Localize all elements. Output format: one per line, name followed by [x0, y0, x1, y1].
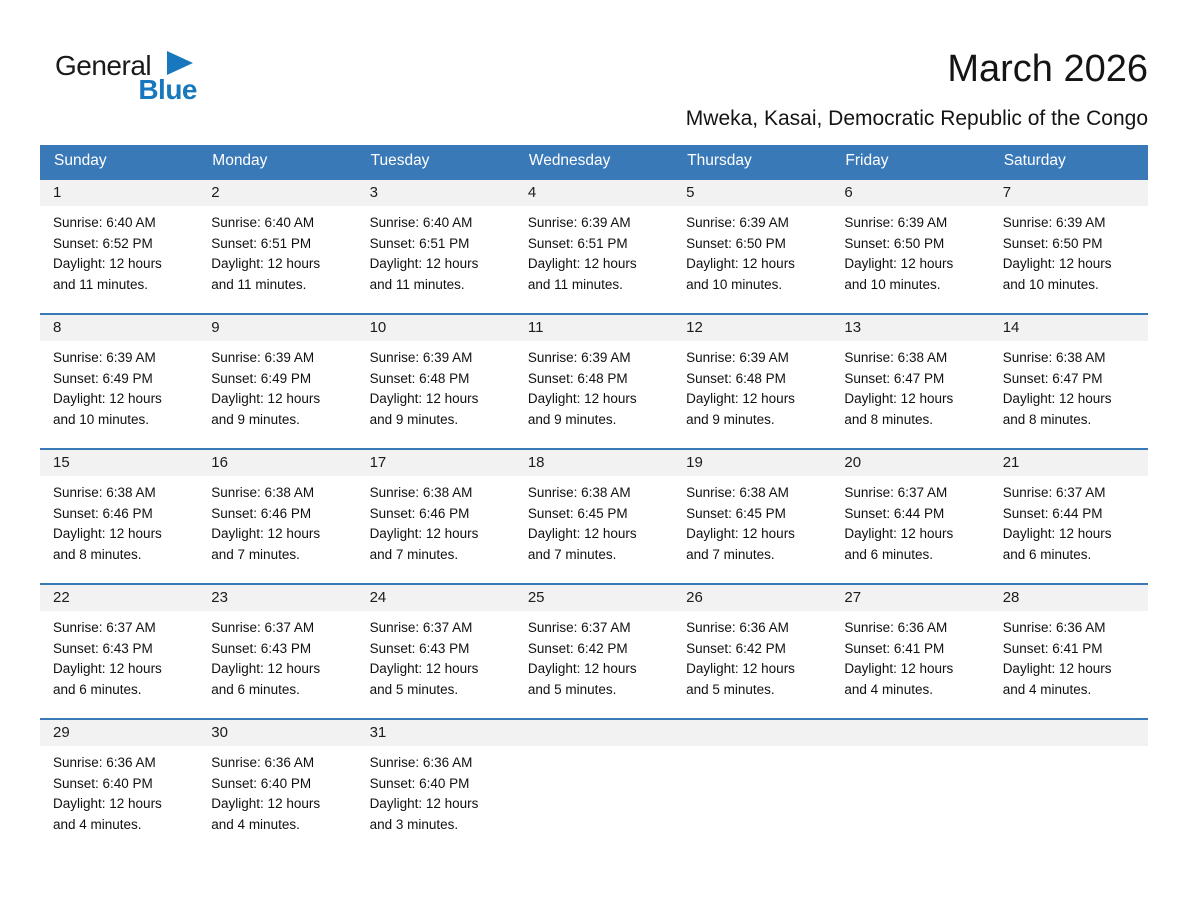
sunrise-text: Sunrise: 6:38 AM	[1002, 350, 1106, 365]
daylight-text: and 8 minutes.	[844, 411, 933, 427]
title-block	[686, 30, 1148, 131]
location-subtitle: Mweka, Kasai, Democratic Republic of the Congo	[685, 107, 1148, 130]
sunset-text: Sunset: 6:46 PM	[211, 505, 312, 521]
sunset-text: Sunset: 6:50 PM	[1002, 235, 1103, 251]
sunset-text: Sunset: 6:51 PM	[369, 235, 470, 251]
day-cell	[40, 315, 198, 448]
week-row	[40, 178, 1148, 313]
sunset-text: Sunset: 6:49 PM	[53, 370, 153, 386]
day-cell	[515, 180, 673, 313]
weekday-label-tuesday: Tuesday	[370, 152, 430, 169]
sunset-text: Sunset: 6:42 PM	[686, 640, 786, 656]
week-row	[40, 448, 1148, 583]
day-number: 28	[990, 585, 1148, 611]
daylight-text: and 5 minutes.	[527, 681, 617, 697]
day-details	[673, 341, 831, 448]
sunset-text: Sunset: 6:48 PM	[527, 370, 628, 386]
day-cell	[673, 450, 831, 583]
sunrise-text: Sunrise: 6:40 AM	[369, 215, 473, 230]
daylight-text: Daylight: 12 hours	[527, 661, 637, 676]
sunrise-text: Sunrise: 6:37 AM	[211, 620, 315, 635]
daylight-text: Daylight: 12 hours	[369, 661, 479, 676]
weekday-label-thursday: Thursday	[687, 152, 752, 169]
day-details	[357, 746, 515, 853]
logo-text-general: General	[55, 50, 152, 81]
daylight-text: Daylight: 12 hours	[211, 661, 321, 676]
sunset-text: Sunset: 6:50 PM	[686, 235, 786, 251]
day-cell	[357, 180, 515, 313]
sunrise-text: Sunrise: 6:37 AM	[53, 620, 156, 635]
day-number: 11	[515, 315, 673, 341]
day-cell	[515, 315, 673, 448]
daylight-text: and 8 minutes.	[1002, 411, 1092, 427]
day-cell	[198, 585, 356, 718]
day-details	[198, 341, 356, 448]
daylight-text: and 9 minutes.	[527, 411, 617, 427]
daylight-text: and 11 minutes.	[527, 276, 623, 292]
daylight-text: Daylight: 12 hours	[211, 526, 321, 541]
day-cell	[40, 180, 198, 313]
daylight-text: Daylight: 12 hours	[844, 526, 954, 541]
day-cell	[357, 585, 515, 718]
sunrise-text: Sunrise: 6:36 AM	[844, 620, 948, 635]
daylight-text: and 5 minutes.	[686, 681, 775, 697]
daylight-text: Daylight: 12 hours	[1002, 661, 1112, 676]
daylight-text: and 6 minutes.	[211, 681, 300, 697]
month-title: March 2026	[947, 48, 1148, 90]
day-number: 31	[357, 720, 515, 746]
day-details	[990, 476, 1148, 583]
daylight-text: Daylight: 12 hours	[53, 661, 162, 676]
weekday-label-wednesday: Wednesday	[528, 152, 611, 169]
day-details	[990, 206, 1148, 313]
day-cell	[357, 720, 515, 853]
daylight-text: Daylight: 12 hours	[53, 526, 162, 541]
general-blue-logo	[55, 52, 225, 104]
week-row	[40, 583, 1148, 718]
daylight-text: Daylight: 12 hours	[211, 256, 321, 271]
daylight-text: and 7 minutes.	[211, 546, 300, 562]
day-number: 26	[673, 585, 831, 611]
daylight-text: and 4 minutes.	[844, 681, 933, 697]
daylight-text: Daylight: 12 hours	[844, 256, 954, 271]
daylight-text: Daylight: 12 hours	[527, 256, 637, 271]
daylight-text: and 4 minutes.	[1002, 681, 1092, 697]
sunset-text: Sunset: 6:45 PM	[527, 505, 628, 521]
daylight-text: and 4 minutes.	[211, 816, 300, 832]
day-cell	[831, 585, 989, 718]
day-details	[198, 611, 356, 718]
daylight-text: and 11 minutes.	[53, 276, 149, 292]
day-details	[515, 341, 673, 448]
sunrise-text: Sunrise: 6:37 AM	[527, 620, 631, 635]
daylight-text: Daylight: 12 hours	[369, 526, 479, 541]
flag-icon	[167, 51, 193, 75]
weekday-label-saturday: Saturday	[1003, 152, 1066, 169]
day-number: 12	[673, 315, 831, 341]
sunrise-text: Sunrise: 6:40 AM	[211, 215, 315, 230]
week-row	[40, 718, 1148, 853]
sunset-text: Sunset: 6:45 PM	[686, 505, 786, 521]
daylight-text: and 9 minutes.	[369, 411, 459, 427]
day-details	[990, 341, 1148, 448]
daylight-text: and 10 minutes.	[1002, 276, 1099, 292]
daylight-text: Daylight: 12 hours	[844, 391, 954, 406]
day-number: 1	[40, 180, 198, 206]
day-number: 2	[198, 180, 356, 206]
sunset-text: Sunset: 6:51 PM	[211, 235, 312, 251]
daylight-text: and 7 minutes.	[369, 546, 459, 562]
sunrise-text: Sunrise: 6:39 AM	[53, 350, 156, 365]
daylight-text: Daylight: 12 hours	[211, 796, 321, 811]
daylight-text: and 6 minutes.	[844, 546, 933, 562]
day-details	[40, 476, 198, 583]
day-number: 29	[40, 720, 198, 746]
day-number	[990, 720, 1148, 746]
day-details	[990, 611, 1148, 718]
sunrise-text: Sunrise: 6:38 AM	[686, 485, 789, 500]
sunrise-text: Sunrise: 6:39 AM	[527, 215, 631, 230]
sunrise-text: Sunrise: 6:39 AM	[369, 350, 473, 365]
day-cell	[40, 720, 198, 853]
sunrise-text: Sunrise: 6:36 AM	[686, 620, 789, 635]
daylight-text: and 9 minutes.	[211, 411, 300, 427]
day-details	[990, 746, 1148, 843]
sunset-text: Sunset: 6:48 PM	[369, 370, 470, 386]
daylight-text: Daylight: 12 hours	[211, 391, 321, 406]
day-number: 10	[357, 315, 515, 341]
day-details	[673, 206, 831, 313]
sunrise-text: Sunrise: 6:36 AM	[211, 755, 315, 770]
day-number: 8	[40, 315, 198, 341]
day-cell	[357, 315, 515, 448]
daylight-text: and 4 minutes.	[53, 816, 142, 832]
day-cell	[673, 180, 831, 313]
day-details	[515, 611, 673, 718]
day-details	[40, 746, 198, 853]
day-number: 5	[673, 180, 831, 206]
day-number: 30	[198, 720, 356, 746]
sunrise-text: Sunrise: 6:36 AM	[53, 755, 156, 770]
sunset-text: Sunset: 6:46 PM	[53, 505, 153, 521]
sunset-text: Sunset: 6:47 PM	[844, 370, 945, 386]
sunset-text: Sunset: 6:44 PM	[1002, 505, 1103, 521]
day-cell	[673, 585, 831, 718]
daylight-text: Daylight: 12 hours	[844, 661, 954, 676]
daylight-text: Daylight: 12 hours	[369, 256, 479, 271]
day-number: 22	[40, 585, 198, 611]
sunrise-text: Sunrise: 6:39 AM	[686, 215, 789, 230]
day-number: 17	[357, 450, 515, 476]
day-number: 6	[831, 180, 989, 206]
day-details	[831, 341, 989, 448]
day-details	[40, 611, 198, 718]
daylight-text: Daylight: 12 hours	[527, 391, 637, 406]
daylight-text: and 11 minutes.	[369, 276, 465, 292]
day-cell	[990, 315, 1148, 448]
sunrise-text: Sunrise: 6:38 AM	[369, 485, 473, 500]
day-number: 7	[990, 180, 1148, 206]
day-cell	[673, 315, 831, 448]
daylight-text: and 7 minutes.	[686, 546, 775, 562]
day-details	[831, 476, 989, 583]
day-cell	[40, 585, 198, 718]
day-details	[198, 206, 356, 313]
day-cell-empty	[990, 720, 1148, 853]
daylight-text: and 7 minutes.	[527, 546, 617, 562]
day-number	[515, 720, 673, 746]
calendar-body	[40, 178, 1148, 853]
day-number: 24	[357, 585, 515, 611]
day-number	[673, 720, 831, 746]
daylight-text: Daylight: 12 hours	[1002, 256, 1112, 271]
sunrise-text: Sunrise: 6:37 AM	[844, 485, 948, 500]
sunset-text: Sunset: 6:44 PM	[844, 505, 945, 521]
day-cell-empty	[831, 720, 989, 853]
day-cell	[198, 315, 356, 448]
daylight-text: Daylight: 12 hours	[369, 796, 479, 811]
daylight-text: and 9 minutes.	[686, 411, 775, 427]
day-details	[357, 611, 515, 718]
day-details	[831, 206, 989, 313]
sunset-text: Sunset: 6:41 PM	[1002, 640, 1103, 656]
sunset-text: Sunset: 6:49 PM	[211, 370, 312, 386]
daylight-text: Daylight: 12 hours	[369, 391, 479, 406]
sunset-text: Sunset: 6:40 PM	[369, 775, 470, 791]
daylight-text: and 10 minutes.	[686, 276, 783, 292]
sunrise-text: Sunrise: 6:36 AM	[369, 755, 473, 770]
day-cell	[990, 585, 1148, 718]
daylight-text: Daylight: 12 hours	[686, 661, 795, 676]
day-details	[515, 206, 673, 313]
day-number: 27	[831, 585, 989, 611]
day-details	[40, 206, 198, 313]
daylight-text: and 5 minutes.	[369, 681, 459, 697]
sunrise-text: Sunrise: 6:39 AM	[1002, 215, 1106, 230]
sunset-text: Sunset: 6:51 PM	[527, 235, 628, 251]
day-cell	[831, 450, 989, 583]
sunrise-text: Sunrise: 6:39 AM	[844, 215, 948, 230]
day-details	[40, 341, 198, 448]
day-cell	[990, 450, 1148, 583]
day-details	[198, 476, 356, 583]
day-cell	[515, 450, 673, 583]
calendar-table	[40, 145, 1148, 853]
sunset-text: Sunset: 6:50 PM	[844, 235, 945, 251]
day-number: 18	[515, 450, 673, 476]
sunrise-text: Sunrise: 6:39 AM	[527, 350, 631, 365]
day-details	[831, 611, 989, 718]
day-details	[198, 746, 356, 853]
day-cell	[831, 315, 989, 448]
sunset-text: Sunset: 6:40 PM	[211, 775, 312, 791]
day-cell-empty	[515, 720, 673, 853]
day-cell	[515, 585, 673, 718]
day-number	[831, 720, 989, 746]
day-number: 20	[831, 450, 989, 476]
sunset-text: Sunset: 6:41 PM	[844, 640, 945, 656]
daylight-text: Daylight: 12 hours	[1002, 391, 1112, 406]
sunset-text: Sunset: 6:48 PM	[686, 370, 786, 386]
sunrise-text: Sunrise: 6:38 AM	[844, 350, 948, 365]
day-details	[673, 746, 831, 843]
weekday-label-friday: Friday	[845, 152, 889, 169]
daylight-text: and 11 minutes.	[211, 276, 307, 292]
daylight-text: and 10 minutes.	[844, 276, 941, 292]
day-details	[673, 611, 831, 718]
day-details	[357, 341, 515, 448]
day-cell	[40, 450, 198, 583]
day-number: 13	[831, 315, 989, 341]
day-details	[357, 476, 515, 583]
daylight-text: Daylight: 12 hours	[686, 256, 795, 271]
sunrise-text: Sunrise: 6:37 AM	[1002, 485, 1106, 500]
day-details	[515, 746, 673, 843]
sunset-text: Sunset: 6:46 PM	[369, 505, 470, 521]
day-details	[673, 476, 831, 583]
sunrise-text: Sunrise: 6:38 AM	[211, 485, 315, 500]
day-number: 21	[990, 450, 1148, 476]
sunset-text: Sunset: 6:47 PM	[1002, 370, 1103, 386]
daylight-text: and 6 minutes.	[53, 681, 142, 697]
day-number: 14	[990, 315, 1148, 341]
day-number: 3	[357, 180, 515, 206]
daylight-text: Daylight: 12 hours	[53, 796, 162, 811]
sunrise-text: Sunrise: 6:38 AM	[53, 485, 156, 500]
sunset-text: Sunset: 6:40 PM	[53, 775, 153, 791]
daylight-text: and 3 minutes.	[369, 816, 459, 832]
day-cell	[198, 450, 356, 583]
day-number: 9	[198, 315, 356, 341]
logo-text-blue: Blue	[138, 74, 197, 105]
sunset-text: Sunset: 6:52 PM	[53, 235, 153, 251]
daylight-text: and 10 minutes.	[53, 411, 150, 427]
daylight-text: Daylight: 12 hours	[527, 526, 637, 541]
sunrise-text: Sunrise: 6:40 AM	[53, 215, 156, 230]
sunset-text: Sunset: 6:43 PM	[369, 640, 470, 656]
day-number: 15	[40, 450, 198, 476]
weekday-header-row	[40, 145, 1148, 178]
day-cell-empty	[673, 720, 831, 853]
day-number: 25	[515, 585, 673, 611]
day-number: 23	[198, 585, 356, 611]
day-details	[515, 476, 673, 583]
daylight-text: Daylight: 12 hours	[686, 526, 795, 541]
sunrise-text: Sunrise: 6:39 AM	[211, 350, 315, 365]
sunset-text: Sunset: 6:42 PM	[527, 640, 628, 656]
day-number: 16	[198, 450, 356, 476]
daylight-text: Daylight: 12 hours	[53, 256, 162, 271]
day-details	[357, 206, 515, 313]
daylight-text: and 8 minutes.	[53, 546, 142, 562]
weekday-label-sunday: Sunday	[54, 152, 107, 169]
sunrise-text: Sunrise: 6:36 AM	[1002, 620, 1106, 635]
day-cell	[357, 450, 515, 583]
day-cell	[990, 180, 1148, 313]
sunrise-text: Sunrise: 6:38 AM	[527, 485, 631, 500]
sunrise-text: Sunrise: 6:37 AM	[369, 620, 473, 635]
day-cell	[198, 720, 356, 853]
weekday-label-monday: Monday	[212, 152, 268, 169]
day-number: 19	[673, 450, 831, 476]
day-details	[831, 746, 989, 843]
daylight-text: and 6 minutes.	[1002, 546, 1092, 562]
day-cell	[198, 180, 356, 313]
sunset-text: Sunset: 6:43 PM	[211, 640, 312, 656]
sunrise-text: Sunrise: 6:39 AM	[686, 350, 789, 365]
sunset-text: Sunset: 6:43 PM	[53, 640, 153, 656]
day-number: 4	[515, 180, 673, 206]
daylight-text: Daylight: 12 hours	[686, 391, 795, 406]
week-row	[40, 313, 1148, 448]
daylight-text: Daylight: 12 hours	[53, 391, 162, 406]
page-header	[40, 30, 1148, 131]
day-cell	[831, 180, 989, 313]
daylight-text: Daylight: 12 hours	[1002, 526, 1112, 541]
